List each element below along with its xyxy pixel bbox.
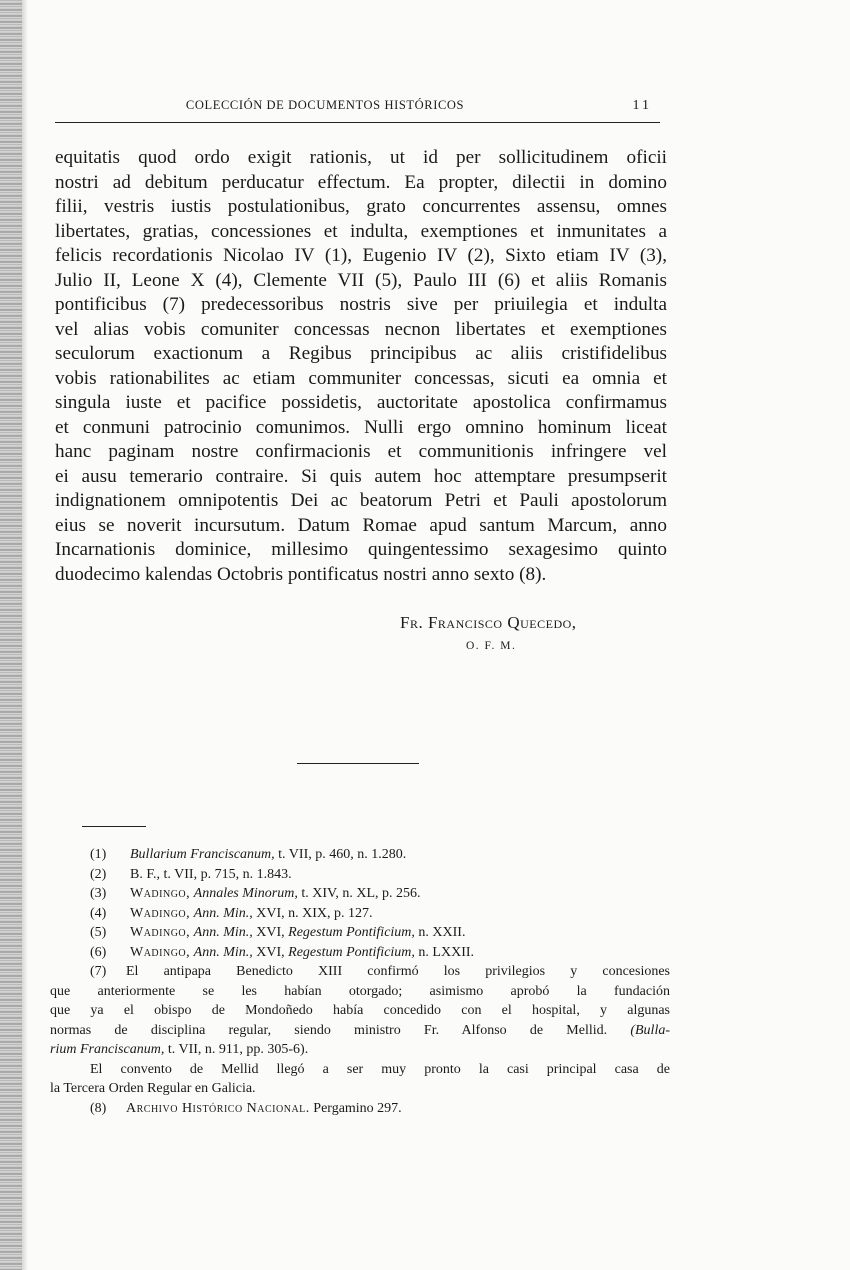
footnote-ref: B. F., t. VII, p. 715, n. 1.843. (130, 866, 292, 882)
footnote-ref: t. XIV, n. XL, p. 256. (297, 886, 421, 901)
footnote-title: Bullarium Franciscanum, (130, 847, 275, 862)
footnote-author: Wadingo, (130, 925, 191, 940)
footnote-title: rium Franciscanum, (50, 1042, 165, 1057)
footnote-ref: n. XXII. (414, 925, 466, 940)
footnotes (50, 845, 670, 1118)
signature-name: Fr. Francisco Quecedo, (400, 613, 577, 632)
footnote-3 (50, 884, 670, 904)
footnote-number: (1) (90, 847, 107, 862)
footnote-title: Regestum Pontificium, (288, 944, 415, 960)
text-line: filii, vestris iustis postulationibus, grato concurrentes assensu, omnes (55, 196, 667, 217)
footnote-number: (6) (90, 944, 107, 960)
text-line: hanc paginam nostre confirmacionis et communitionis infringere vel (55, 441, 667, 462)
footnote-2 (50, 865, 670, 885)
footnote-ref: XVI, (252, 944, 289, 960)
footnote-7 (50, 962, 670, 982)
footnote-title: Ann. Min., (193, 944, 253, 960)
footnote-title: Ann. Min., (193, 925, 253, 940)
footnote-7-line: que anteriormente se les habían otorgado; asimismo aprobó la fundación (50, 983, 670, 999)
footnote-number: (7) (90, 964, 107, 979)
page-header (55, 98, 660, 123)
footnote-ref: Pergamino 297. (309, 1100, 402, 1116)
footnote-title: Annales Minorum, (193, 886, 298, 901)
footnote-title: (Bulla- (630, 1022, 670, 1038)
footnote-7-line: El convento de Mellid llegó a ser muy pronto la casi principal casa de (90, 1061, 670, 1077)
text-line: eius se noverit incursutum. Datum Romae apud santum Marcum, anno (55, 514, 667, 536)
footnote-author: Wadingo, (130, 886, 191, 901)
end-rule (297, 763, 419, 764)
footnote-ref: XVI, (252, 925, 289, 940)
text-line: indignationem omnipotentis Dei ac beatorum Petri et Pauli apostolorum (55, 490, 667, 511)
footnote-7-line: que ya el obispo de Mondoñedo había concedido con el hospital, y algunas (50, 1003, 670, 1018)
footnote-5 (50, 923, 670, 943)
text-line: vobis rationabilites ac etiam communiter concessas, sicuti ea omnia et (55, 367, 667, 389)
footnote-7-line (50, 1040, 670, 1060)
text-line: felicis recordationis Nicolao IV (1), Eugenio IV (2), Sixto etiam IV (3), (55, 245, 667, 266)
footnote-8 (50, 1099, 670, 1119)
footnote-text: t. VII, n. 911, pp. 305-6). (164, 1042, 309, 1057)
footnote-text: El antipapa Benedicto XIII confirmó los privilegios y concesiones (126, 964, 670, 979)
text-line: seculorum exactionum a Regibus principibus ac aliis cristifidelibus (55, 343, 667, 364)
footnote-rule (82, 826, 146, 827)
footnote-1 (50, 845, 670, 865)
footnote-ref: n. LXXII. (414, 944, 475, 960)
text-line: Julio II, Leone X (4), Clemente VII (5), Paulo III (6) et aliis Romanis (55, 269, 667, 291)
footnote-ref: XVI, n. XIX, p. 127. (252, 905, 373, 921)
text-line: singula iuste et pacifice possidetis, auctoritate apostolica confirmamus (55, 392, 667, 413)
running-head: COLECCIÓN DE DOCUMENTOS HISTÓRICOS (185, 98, 465, 112)
footnote-number: (5) (90, 925, 107, 940)
footnote-4 (50, 904, 670, 924)
text-line: equitatis quod ordo exigit rationis, ut id per sollicitudinem oficii (55, 147, 667, 168)
footnote-7-line: la Tercera Orden Regular en Galicia. (50, 1081, 256, 1096)
footnote-number: (2) (90, 866, 107, 882)
footnote-number: (3) (90, 886, 107, 901)
footnote-number: (4) (90, 905, 107, 921)
text-line: duodecimo kalendas Octobris pontificatus nostri anno sexto (8). (55, 563, 547, 585)
text-line: Incarnationis dominice, millesimo quingentessimo sexagesimo quinto (55, 539, 667, 560)
text-line: ei ausu temerario contraire. Si quis autem hoc attemptare presumpserit (55, 465, 667, 487)
text-line: libertates, gratias, concessiones et indulta, exemptiones et inmunitates a (55, 220, 667, 242)
footnote-source: Archivo Histórico Nacional. (126, 1100, 310, 1116)
text-line: et conmuni patrocinio comunimos. Nulli ergo omnino hominum liceat (55, 416, 667, 438)
text-line: nostri ad debitum perducatur effectum. Ea propter, dilectii in domino (55, 171, 667, 193)
text-line: vel alias vobis comuniter concessas necnon libertates et exemptiones (55, 318, 667, 340)
signature-order: O. F. M. (466, 640, 517, 652)
footnote-number: (8) (90, 1100, 107, 1116)
footnote-6 (50, 943, 670, 963)
text-line: pontificibus (7) predecessoribus nostris sive per priuilegia et indulta (55, 294, 667, 315)
main-text (55, 146, 667, 587)
footnote-text: normas de disciplina regular, siendo ministro Fr. Alfonso de Mellid. (50, 1022, 608, 1038)
footnote-title: Ann. Min., (193, 905, 253, 921)
footnote-7-line (50, 1021, 670, 1041)
page-number: 11 (632, 98, 652, 113)
footnote-author: Wadingo, (130, 905, 191, 921)
footnote-ref: t. VII, p. 460, n. 1.280. (274, 847, 407, 862)
footnote-title: Regestum Pontificium, (288, 925, 415, 940)
footnote-author: Wadingo, (130, 944, 191, 960)
book-binding-edge (0, 0, 22, 1270)
